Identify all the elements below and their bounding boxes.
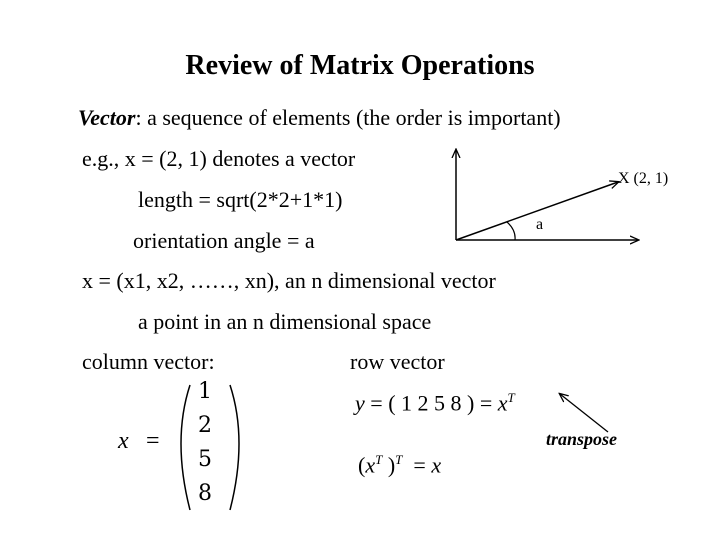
vector-term: Vector xyxy=(78,105,136,130)
row-equation-content: ( 1 2 5 8 ) xyxy=(388,390,475,416)
row-equation-equals-2: = xyxy=(479,390,493,416)
identity-equals: = xyxy=(413,452,426,478)
row-equation-equals: = xyxy=(370,390,383,416)
transpose-identity xyxy=(358,452,441,478)
length-line: length = sqrt(2*2+1*1) xyxy=(138,187,343,212)
slide-title: Review of Matrix Operations xyxy=(185,50,535,81)
column-vector-lhs: x xyxy=(118,428,129,454)
point-line: a point in an n dimensional space xyxy=(138,309,432,334)
row-equation xyxy=(355,390,515,416)
identity-close-paren: ) xyxy=(387,452,396,478)
identity-sup-2: T xyxy=(395,452,403,467)
row-equation-rhs: x xyxy=(497,390,508,416)
row-equation-sup: T xyxy=(507,390,515,405)
column-vector-equals: = xyxy=(146,428,160,454)
column-entry-4: 8 xyxy=(198,481,212,506)
row-vector-label: row vector xyxy=(350,349,445,374)
orientation-line: orientation angle = a xyxy=(133,228,315,253)
right-paren xyxy=(230,385,239,510)
vector-point-label: X (2, 1) xyxy=(618,170,669,187)
column-entry-1: 1 xyxy=(198,379,212,404)
identity-sup-1: T xyxy=(375,452,383,467)
identity-open-paren: ( xyxy=(358,452,366,478)
angle-label: a xyxy=(536,216,544,233)
angle-arc xyxy=(507,222,515,240)
example-line: e.g., x = (2, 1) denotes a vector xyxy=(82,146,356,171)
identity-rhs: x xyxy=(431,452,442,478)
transpose-pointer-arrow xyxy=(560,394,608,432)
identity-x: x xyxy=(365,452,376,478)
vector-definition-text: : a sequence of elements (the order is important) xyxy=(135,105,561,130)
column-entry-2: 2 xyxy=(198,413,212,438)
column-vector-label: column vector: xyxy=(82,349,215,374)
column-entry-3: 5 xyxy=(198,447,212,472)
n-dimensional-line: x = (x1, x2, ……, xn), an n dimensional vector xyxy=(82,268,496,293)
left-paren xyxy=(181,385,190,510)
transpose-label: transpose xyxy=(546,429,618,449)
row-equation-lhs: y xyxy=(355,390,365,416)
